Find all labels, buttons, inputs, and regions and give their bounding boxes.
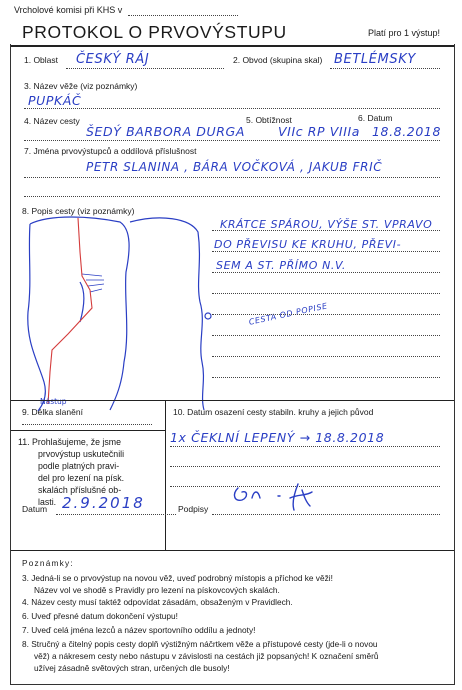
- declaration-line-3: podle platných pravi-: [38, 461, 120, 471]
- route-label: 4. Název cesty: [24, 116, 80, 126]
- sketch-label: CESTA OD POPISE: [248, 301, 329, 327]
- description-line-3: SEM A ST. PŘÍMO N.V.: [216, 259, 346, 272]
- difficulty-value: VIIc RP VIIIa: [278, 124, 361, 139]
- area-label: 1. Oblast: [24, 55, 59, 65]
- signatures-label: Podpisy: [178, 504, 209, 514]
- tower-label: 3. Název věže (viz poznámky): [24, 81, 138, 91]
- climbers-value: PETR SLANINA , BÁRA VOČKOVÁ , JAKUB FRIČ: [86, 160, 383, 174]
- validity-note: Platí pro 1 výstup!: [368, 28, 441, 38]
- bolts-value: 1x ČEKLNÍ LEPENÝ → 18.8.2018: [170, 430, 385, 445]
- description-line-2: DO PŘEVISU KE KRUHU, PŘEVI-: [214, 238, 402, 251]
- date-value: 18.8.2018: [372, 124, 442, 139]
- note-line-2: Název vol ve shodě s Pravidly pro lezení na pískovcových skalách.: [34, 585, 280, 595]
- declaration-line-4: del pro lezení na písk.: [38, 473, 125, 483]
- sector-label: 2. Obvod (skupina skal): [233, 55, 323, 65]
- route-value: ŠEDÝ BARBORA DURGA: [86, 124, 245, 139]
- bolts-label: 10. Datum osazení cesty stabiln. kruhy a jejich původ: [173, 407, 374, 417]
- sign-date-label: Datum: [22, 504, 48, 514]
- declaration-line-1: 11. Prohlašujeme, že jsme: [18, 437, 122, 447]
- tower-value: PUPKÁČ: [28, 93, 82, 108]
- notes-title: Poznámky:: [22, 558, 74, 568]
- note-line-3: 4. Název cesty musí taktéž odpovídat zásadám, obsaženým v Pravidlech.: [22, 597, 293, 607]
- date-label: 6. Datum: [358, 113, 393, 123]
- declaration-line-6: lasti.: [38, 497, 57, 507]
- declaration-line-2: prvovýstup uskutečnili: [38, 449, 125, 459]
- committee-label: Vrcholové komisi při KHS v: [14, 5, 123, 15]
- note-line-7: věž) a nákresem cesty nebo nástupu v závislosti na cestách již popsaných! K označení směrů: [34, 651, 379, 661]
- start-label: Nástup: [40, 397, 67, 406]
- route-sketch: [20, 212, 220, 412]
- climbers-label: 7. Jména prvovýstupců a oddílová příslušnost: [24, 146, 197, 156]
- signatures-drawing: [228, 480, 328, 514]
- note-line-6: 8. Stručný a čitelný popis cesty doplň výstižným náčrtkem věže a přístupové cesty (jde-li o novou: [22, 639, 378, 649]
- note-line-8: užívej zásadně světových stran, určených dle busoly!: [34, 663, 230, 673]
- note-line-1: 3. Jedná-li se o prvovýstup na novou věž, uveď podrobný místopis a příchod ke věži!: [22, 573, 333, 583]
- area-value: ČESKÝ RÁJ: [76, 52, 150, 67]
- sector-value: BETLÉMSKY: [334, 52, 416, 67]
- description-line-1: KRÁTCE SPÁROU, VÝŠE ST. VPRAVO: [220, 218, 433, 231]
- sign-date-value: 2.9.2018: [62, 494, 145, 512]
- rappel-label: 9. Délka slanění: [22, 407, 83, 417]
- note-line-4: 6. Uveď přesné datum dokončení výstupu!: [22, 611, 178, 621]
- note-line-5: 7. Uveď celá jména lezců a název sportovního oddílu a jednoty!: [22, 625, 256, 635]
- page-title: PROTOKOL O PRVOVÝSTUPU: [22, 22, 287, 42]
- difficulty-label: 5. Obtížnost: [246, 115, 292, 125]
- description-label: 8. Popis cesty (viz poznámky): [22, 206, 135, 216]
- declaration-line-5: skalách příslušné ob-: [38, 485, 122, 495]
